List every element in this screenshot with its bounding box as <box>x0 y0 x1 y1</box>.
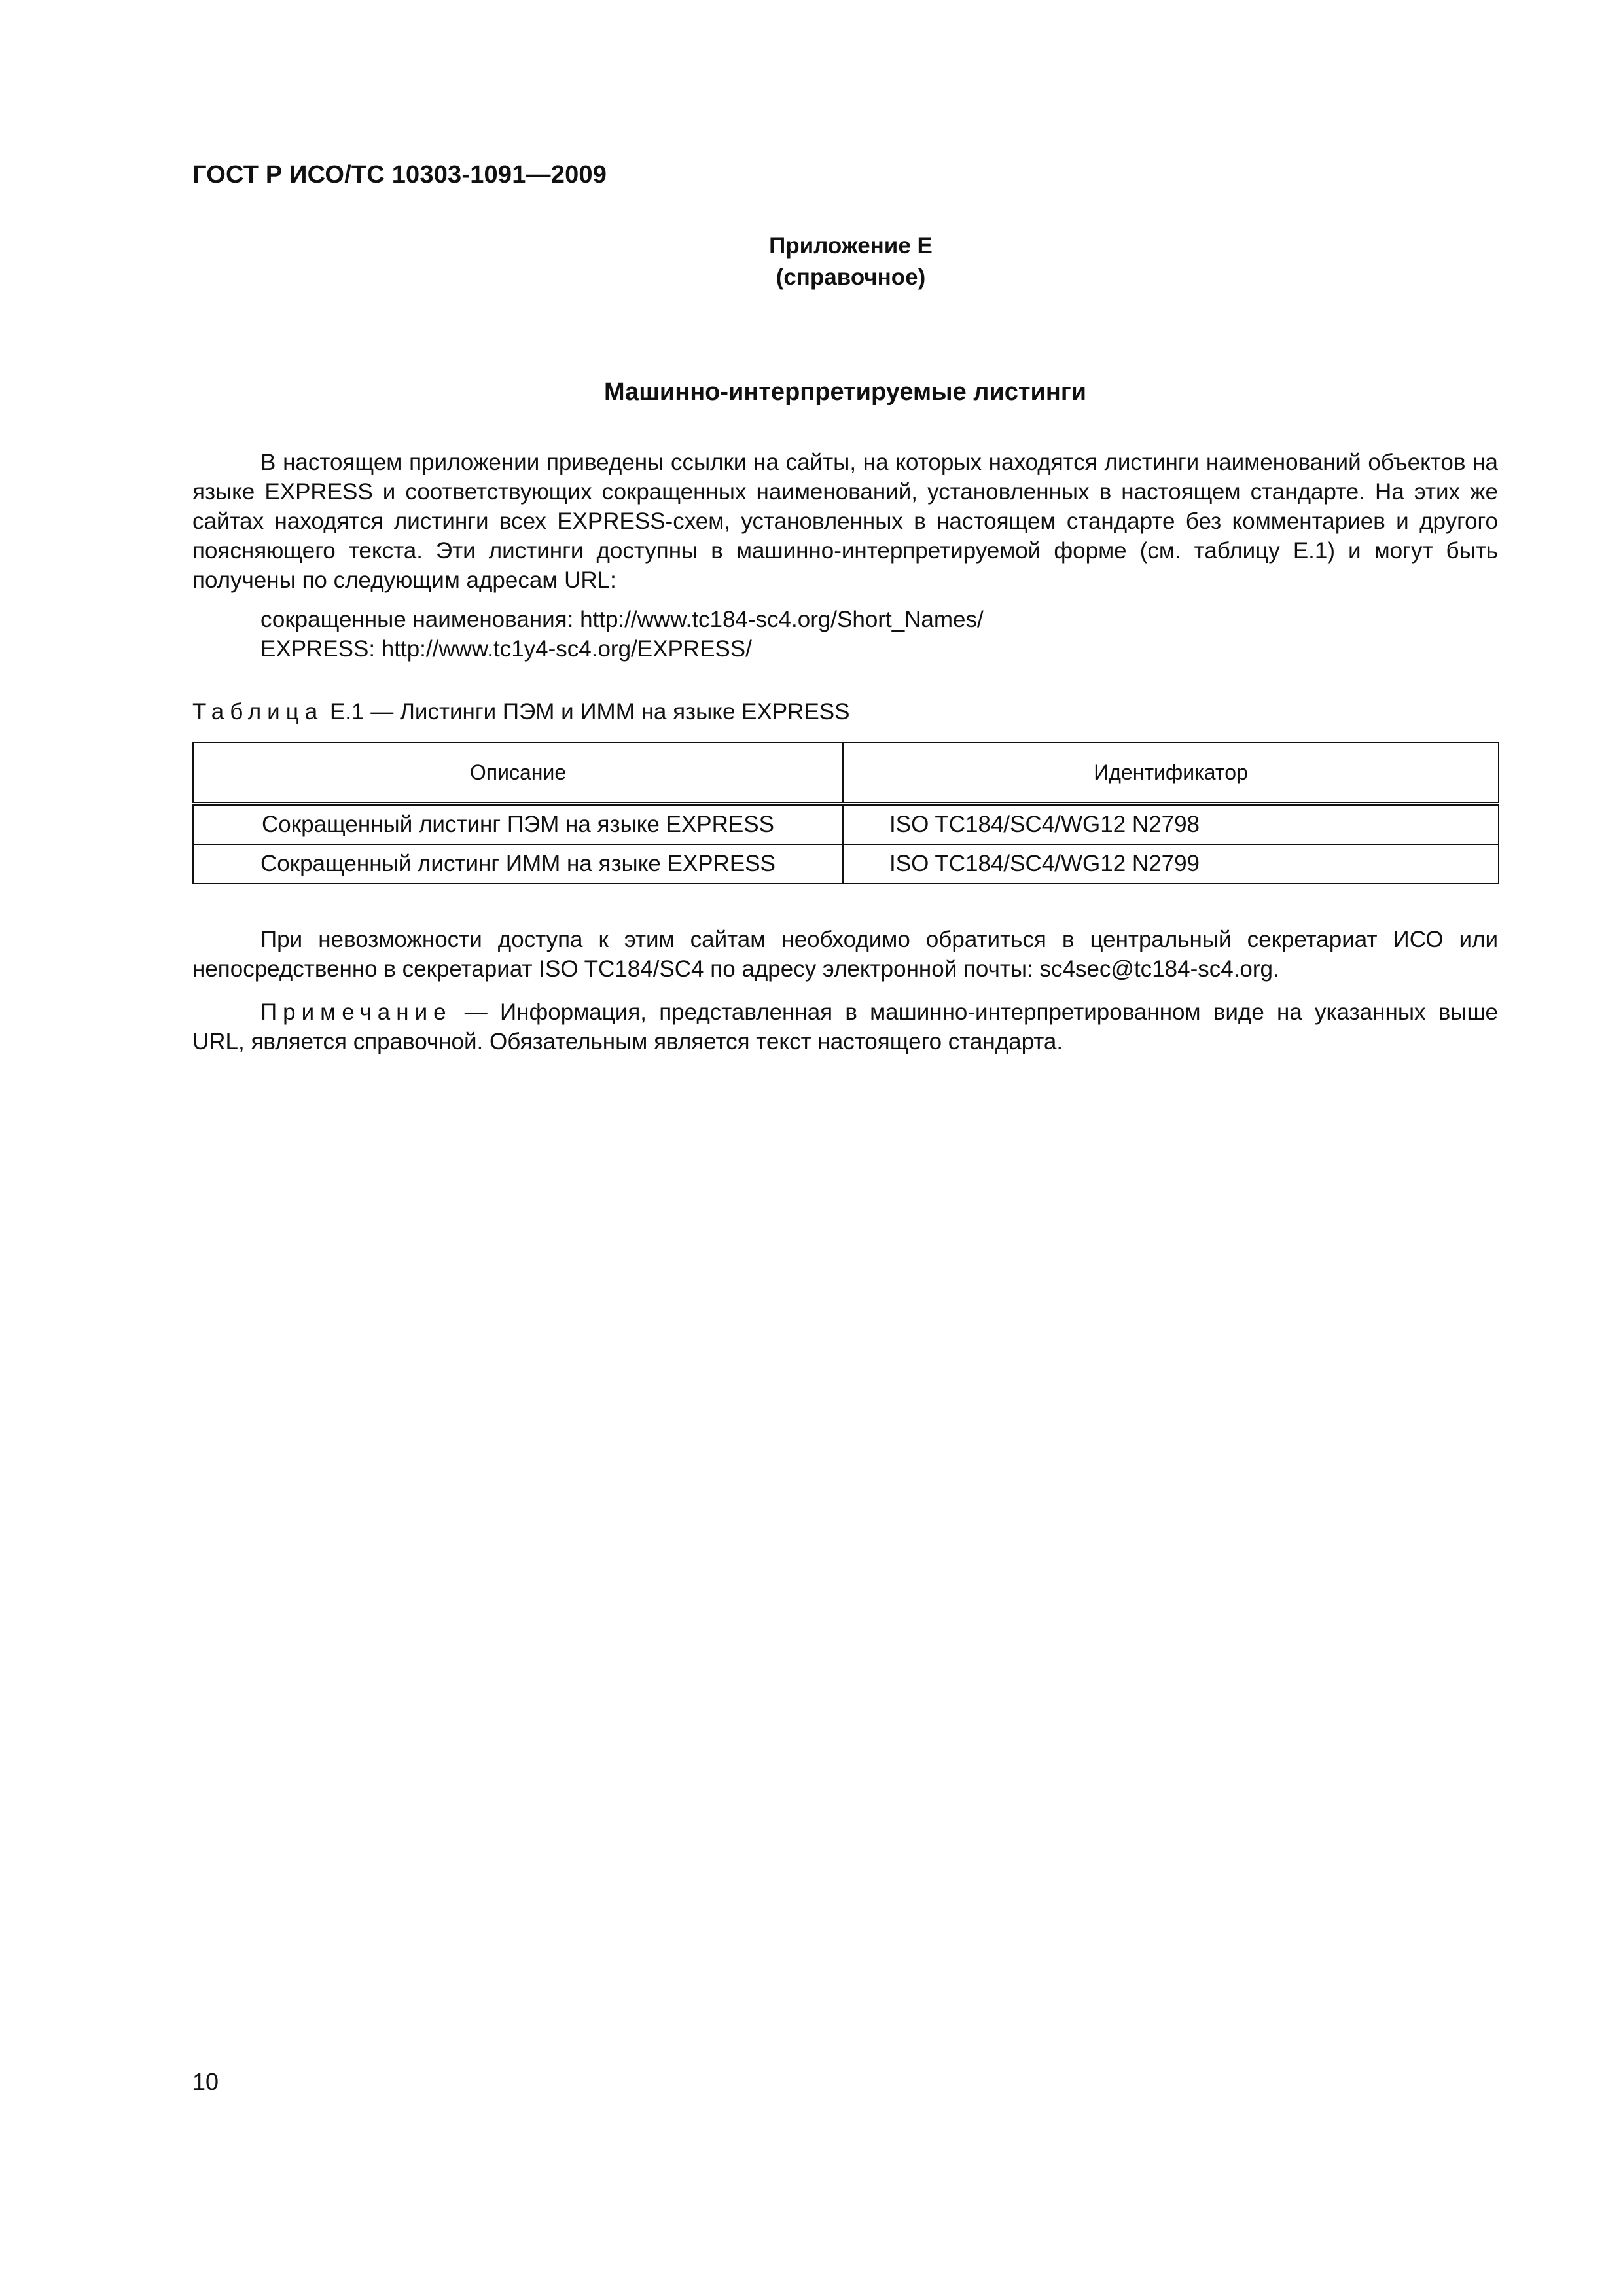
annex-heading <box>654 230 1047 293</box>
annex-title: Приложение Е <box>769 233 933 259</box>
table-row <box>193 804 1499 844</box>
table-header-row <box>193 742 1499 804</box>
note-label: Примечание <box>260 999 452 1025</box>
contact-paragraph: При невозможности доступа к этим сайтам необходимо обратиться в центральный секретариат ИСО или непосредственно в секретариат ISO TC184/SC4 по адресу электронной почты: sc4sec@tc184-sc4.org. <box>192 927 1498 982</box>
table-cell-description: Сокращенный листинг ИММ на языке EXPRESS <box>193 844 843 884</box>
column-header-identifier: Идентификатор <box>843 742 1499 804</box>
table-caption-prefix: Таблица <box>192 699 324 725</box>
section-title: Машинно-интерпретируемые листинги <box>603 378 1087 406</box>
url-list <box>260 605 984 664</box>
table-row <box>193 844 1499 884</box>
note-text: — Информация, представленная в машинно-интерпретированном виде на указанных выше URL, является справочной. Обязательным является текст настоящего стандарта. <box>192 999 1498 1054</box>
page-number: 10 <box>192 2068 219 2095</box>
note-paragraph <box>192 997 1498 1056</box>
url-express: EXPRESS: http://www.tc1y4-sc4.org/EXPRESS/ <box>260 636 752 662</box>
document-standard-id: ГОСТ Р ИСО/ТС 10303-1091—2009 <box>192 161 607 188</box>
listings-table <box>192 742 1499 884</box>
table-caption-text: Е.1 — Листинги ПЭМ и ИММ на языке EXPRESS <box>323 699 850 725</box>
table-cell-identifier: ISO TC184/SC4/WG12 N2799 <box>843 844 1499 884</box>
table-cell-description: Сокращенный листинг ПЭМ на языке EXPRESS <box>193 804 843 844</box>
annex-status: (справочное) <box>776 264 926 290</box>
intro-paragraph: В настоящем приложении приведены ссылки на сайты, на которых находятся листинги наименований объектов на языке EXPRESS и соответствующих сокращенных наименований, установленных в настоящем стандарте. На этих же сайтах находятся листинги всех EXPRESS-схем, установленных в настоящем стандарте без комментариев и другого поясняющего текста. Эти листинги доступны в машинно-интерпретируемой форме (см. таблицу Е.1) и могут быть получены по следующим адресам URL: <box>192 450 1498 593</box>
table-cell-identifier: ISO TC184/SC4/WG12 N2798 <box>843 804 1499 844</box>
column-header-description: Описание <box>193 742 843 804</box>
table-caption <box>192 697 849 726</box>
url-short-names: сокращенные наименования: http://www.tc184-sc4.org/Short_Names/ <box>260 607 984 632</box>
